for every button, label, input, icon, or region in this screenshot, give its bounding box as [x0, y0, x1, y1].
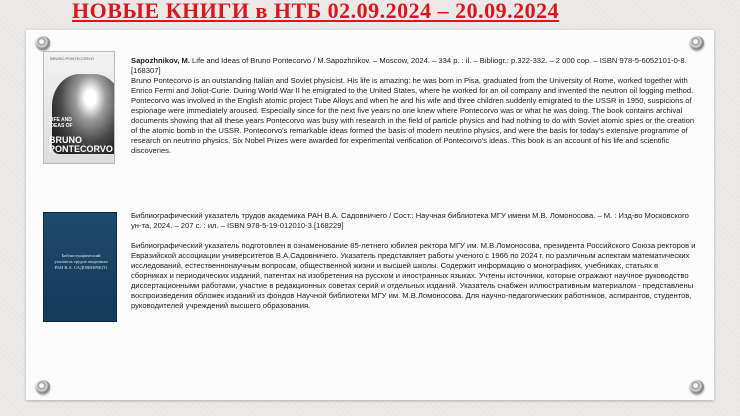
cover-subtitle: LIFE AND IDEAS OF — [49, 117, 73, 129]
book-cover-pontecorvo[interactable] — [43, 51, 115, 164]
cover-title: Библиографический указатель трудов академика РАН В.А. САДОВНИЧЕГО — [54, 253, 108, 270]
book-cover-sadovnichy[interactable] — [43, 212, 117, 322]
bib-details: Life and Ideas of Bruno Pontecorvo / M.Sapozhnikov. – Moscow, 2024. – 334 p. : il. – Bibliogr.: p.322-332. – 2 000 cop. – ISBN 978-5-6052101-0-8.[168307] — [131, 56, 687, 75]
cover-title: BRUNO PONTECORVO — [49, 135, 113, 154]
bibliographic-record — [131, 56, 696, 76]
pin-icon — [690, 380, 704, 394]
annotation: Библиографический указатель подготовлен в ознаменование 85-летнего юбилея ректора МГУ им. М.В.Ломоносова, президента Российского Союза ректоров и Евразийской ассоциации университетов В.А.Садовничего. Указатель представляет работы ученого с 1966 по 2024 г. по различным аспектам математических исследований, естественнонаучным вопросам, общественной жизни и высшей школы. Содержит информацию о монографиях, учебниках, статьях в сборниках и периодических изданий, патентах на изобретения на русском и иностранных языках. Учтены источники, которые отражают научное руководство диссертационными работами, участие в редакционных советах серий и отдельных изданий. Указатель снабжен иллюстративным материалом - представлены воспроизведения обложек изданий из фондов Научной библиотеки МГУ им. М.В.Ломоносова. Для научно-педагогических работников, аспирантов, студентов, руководителей учреждений высшего образования. — [131, 241, 696, 310]
bib-author: Sapozhnikov, M. — [131, 56, 190, 65]
pin-icon — [36, 36, 50, 50]
cover-author: BRUNO PONTECORVO — [50, 56, 94, 61]
page-title: НОВЫЕ КНИГИ в НТБ 02.09.2024 – 20.09.2024 — [72, 0, 560, 23]
pin-icon — [36, 380, 50, 394]
pin-icon — [690, 36, 704, 50]
bibliographic-record: Библиографический указатель трудов академика РАН В.А. Садовничего / Сост.: Научная библиотека МГУ имени М.В. Ломоносова. – М. : Изд-во Московского ун-та, 2024. – 207 с. : ил. – ISBN 978-5-19-012010-3.[168229] — [131, 211, 689, 230]
book-description-2 — [131, 211, 696, 311]
annotation: Bruno Pontecorvo is an outstanding Italian and Soviet physicist. His life is amazing: he was born in Pisa, graduated from the University of Rome, worked together with Enrico Fermi and Joliot-Curie. During World War II he emigrated to the United States, where he worked for an oil company and invented the neutron oil logging method. Pontecorvo was involved in the English atomic project Tube Alloys and when he and his wife and three children suddenly emigrated to the USSR in 1950, suspicions of espionage were immediately aroused. Especially since for the next five years no one knew where Pontecorvo was or what he was doing. The book contains archival documents showing that all these years Pontecorvo was busy with research in the field of particle physics and had nothing to do with Soviet atomic spies or the creation of the atomic bomb in the USSR. Pontecorvo's remarkable ideas formed the basis of modern neutrino physics, and were the basis for today's extensive programme of research on neutrino physics. Six Nobel Prizes were awarded for experimental verification of Pontecorvo's ideas. This book is an account of his life and scientific discoveries. — [131, 76, 695, 155]
book-description-1 — [131, 56, 696, 156]
